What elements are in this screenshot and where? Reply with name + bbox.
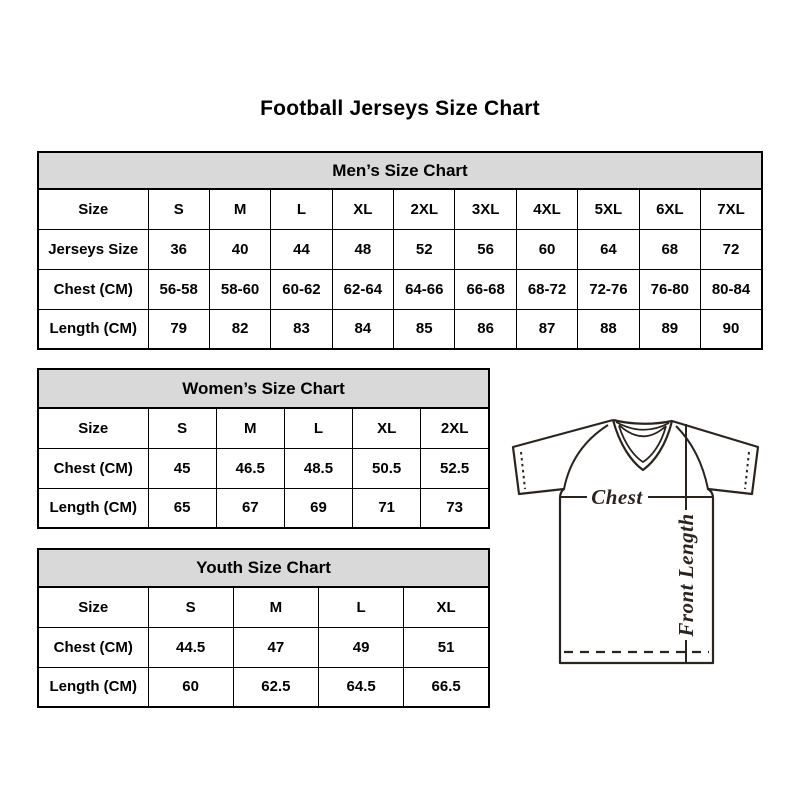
size-value-cell: 76-80 <box>639 269 700 309</box>
size-value-cell: 66-68 <box>455 269 516 309</box>
size-value-cell: S <box>148 587 233 627</box>
row-label: Jerseys Size <box>38 229 148 269</box>
youth-size-chart-table <box>37 548 490 708</box>
men-row-size <box>38 189 762 229</box>
size-value-cell: 49 <box>319 627 404 667</box>
size-value-cell: 56-58 <box>148 269 209 309</box>
front-length-label: Front Length <box>674 513 698 637</box>
mens-size-chart-table <box>37 151 763 350</box>
size-value-cell: 67 <box>216 488 284 528</box>
row-label: Size <box>38 408 148 448</box>
size-value-cell: 68 <box>639 229 700 269</box>
size-value-cell: M <box>233 587 318 627</box>
size-value-cell: 68-72 <box>516 269 577 309</box>
size-value-cell: XL <box>404 587 489 627</box>
size-value-cell: 64-66 <box>394 269 455 309</box>
row-label: Chest (CM) <box>38 269 148 309</box>
mens-table-title: Men’s Size Chart <box>38 152 762 189</box>
row-label: Size <box>38 587 148 627</box>
size-value-cell: L <box>284 408 352 448</box>
size-value-cell: XL <box>353 408 421 448</box>
size-value-cell: 6XL <box>639 189 700 229</box>
size-value-cell: 73 <box>421 488 489 528</box>
row-label: Chest (CM) <box>38 448 148 488</box>
size-value-cell: 66.5 <box>404 667 489 707</box>
size-value-cell: 62.5 <box>233 667 318 707</box>
size-value-cell: 4XL <box>516 189 577 229</box>
mens-table-header-row <box>38 152 762 189</box>
size-value-cell: 60-62 <box>271 269 332 309</box>
size-value-cell: 86 <box>455 309 516 349</box>
size-value-cell: 40 <box>209 229 270 269</box>
size-value-cell: 60 <box>516 229 577 269</box>
right-cuff-dashed-line <box>745 452 749 489</box>
size-value-cell: 89 <box>639 309 700 349</box>
chest-label: Chest <box>591 485 643 509</box>
size-value-cell: 85 <box>394 309 455 349</box>
size-value-cell: 2XL <box>394 189 455 229</box>
youth-table-header-row <box>38 549 489 587</box>
size-value-cell: 52 <box>394 229 455 269</box>
men-row-chest-cm <box>38 269 762 309</box>
size-value-cell: 69 <box>284 488 352 528</box>
size-value-cell: 64.5 <box>319 667 404 707</box>
youth-row-length-cm <box>38 667 489 707</box>
size-value-cell: XL <box>332 189 393 229</box>
womens-table-header-row <box>38 369 489 408</box>
size-value-cell: 7XL <box>701 189 762 229</box>
womens-table-title: Women’s Size Chart <box>38 369 489 408</box>
youth-row-chest-cm <box>38 627 489 667</box>
size-value-cell: 36 <box>148 229 209 269</box>
size-value-cell: 84 <box>332 309 393 349</box>
size-value-cell: 56 <box>455 229 516 269</box>
womens-table <box>37 368 490 529</box>
size-value-cell: 48.5 <box>284 448 352 488</box>
size-value-cell: 58-60 <box>209 269 270 309</box>
men-row-jerseys-size <box>38 229 762 269</box>
size-value-cell: 79 <box>148 309 209 349</box>
size-value-cell: 52.5 <box>421 448 489 488</box>
row-label: Chest (CM) <box>38 627 148 667</box>
page-title: Football Jerseys Size Chart <box>260 97 540 120</box>
row-label: Length (CM) <box>38 309 148 349</box>
size-value-cell: 90 <box>701 309 762 349</box>
size-value-cell: 51 <box>404 627 489 667</box>
size-value-cell: L <box>271 189 332 229</box>
right-sleeve-seam <box>676 426 708 489</box>
size-value-cell: 3XL <box>455 189 516 229</box>
size-value-cell: 62-64 <box>332 269 393 309</box>
size-value-cell: 72-76 <box>578 269 639 309</box>
size-value-cell: 82 <box>209 309 270 349</box>
size-value-cell: M <box>209 189 270 229</box>
size-value-cell: 44.5 <box>148 627 233 667</box>
jersey-measurement-diagram <box>500 400 770 690</box>
women-row-size <box>38 408 489 448</box>
women-row-length-cm <box>38 488 489 528</box>
size-value-cell: 88 <box>578 309 639 349</box>
size-value-cell: 44 <box>271 229 332 269</box>
size-value-cell: 83 <box>271 309 332 349</box>
size-value-cell: M <box>216 408 284 448</box>
row-label: Length (CM) <box>38 488 148 528</box>
size-value-cell: 65 <box>148 488 216 528</box>
size-value-cell: 2XL <box>421 408 489 448</box>
size-value-cell: 60 <box>148 667 233 707</box>
size-value-cell: 72 <box>701 229 762 269</box>
row-label: Size <box>38 189 148 229</box>
row-label: Length (CM) <box>38 667 148 707</box>
size-value-cell: 64 <box>578 229 639 269</box>
size-value-cell: S <box>148 189 209 229</box>
youth-table-title: Youth Size Chart <box>38 549 489 587</box>
size-value-cell: 87 <box>516 309 577 349</box>
youth-table <box>37 548 490 708</box>
size-value-cell: 80-84 <box>701 269 762 309</box>
size-value-cell: 5XL <box>578 189 639 229</box>
youth-row-size <box>38 587 489 627</box>
women-row-chest-cm <box>38 448 489 488</box>
size-value-cell: 45 <box>148 448 216 488</box>
left-sleeve-seam <box>564 425 608 489</box>
size-value-cell: 50.5 <box>353 448 421 488</box>
left-cuff-dashed-line <box>521 452 525 489</box>
size-value-cell: S <box>148 408 216 448</box>
size-value-cell: 71 <box>353 488 421 528</box>
size-value-cell: L <box>319 587 404 627</box>
mens-table <box>37 151 763 350</box>
size-value-cell: 46.5 <box>216 448 284 488</box>
size-value-cell: 48 <box>332 229 393 269</box>
womens-size-chart-table <box>37 368 490 529</box>
men-row-length-cm <box>38 309 762 349</box>
size-value-cell: 47 <box>233 627 318 667</box>
